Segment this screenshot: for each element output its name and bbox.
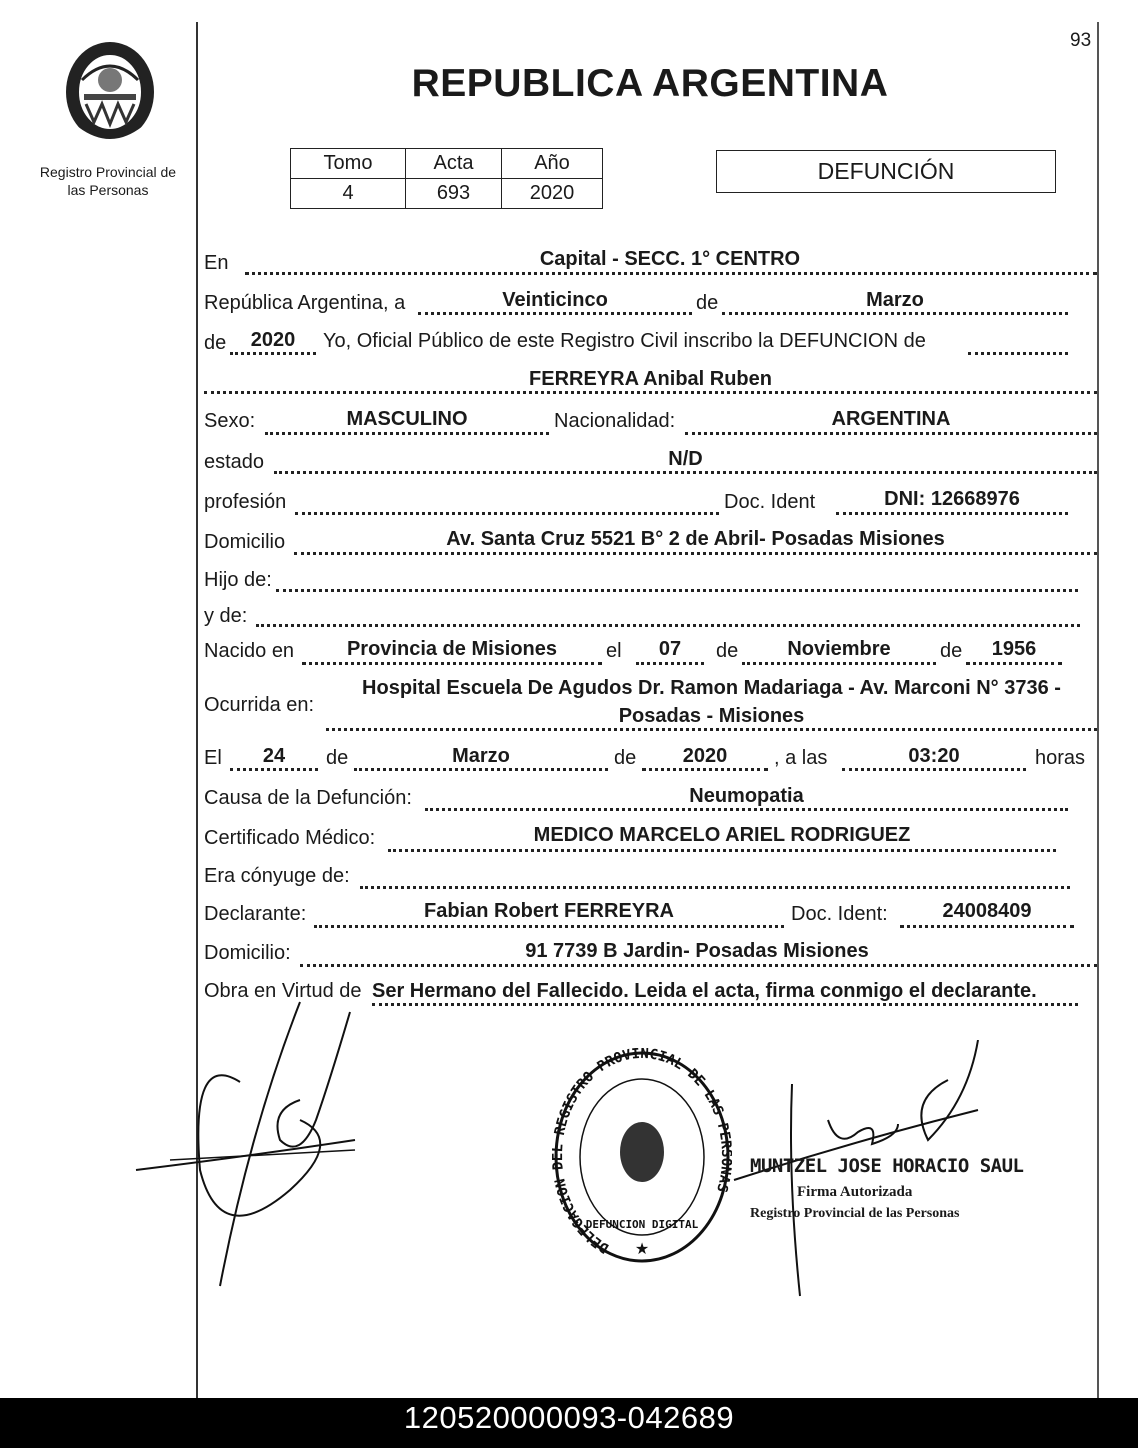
value-acta: 693 <box>406 179 502 209</box>
label-de-2: de <box>204 332 227 354</box>
value-nacionalidad: ARGENTINA <box>831 408 951 430</box>
label-de: de <box>696 292 719 314</box>
value-anio: 2020 <box>250 329 296 351</box>
dotted-line <box>685 432 1097 435</box>
label-doc-ident-2: Doc. Ident: <box>791 903 888 925</box>
official-role: Firma Autorizada <box>797 1184 913 1200</box>
dotted-line <box>360 886 1070 889</box>
value-fallec-dia: 24 <box>262 745 286 767</box>
value-fallec-anio: 2020 <box>682 745 728 767</box>
header-acta: Acta <box>406 149 502 179</box>
label-estado: estado <box>204 451 265 473</box>
label-domicilio-2: Domicilio: <box>204 942 291 964</box>
label-sexo: Sexo: <box>204 410 256 432</box>
page-number: 93 <box>1070 30 1092 51</box>
value-anio: 2020 <box>502 179 603 209</box>
value-estado: N/D <box>668 448 703 470</box>
dotted-line <box>968 352 1068 355</box>
dotted-line <box>418 312 692 315</box>
dotted-line <box>274 471 1097 474</box>
dotted-line <box>295 512 719 515</box>
value-nacido-anio: 1956 <box>991 638 1037 660</box>
label-de-3: de <box>716 640 739 662</box>
svg-text:★: ★ <box>634 1241 650 1258</box>
value-nombre: FERREYRA Anibal Ruben <box>529 368 772 390</box>
dotted-line <box>294 552 1097 555</box>
value-dia: Veinticinco <box>502 289 608 311</box>
dotted-line <box>836 512 1068 515</box>
dotted-line <box>326 728 1097 731</box>
label-yo-oficial: Yo, Oficial Público de este Registro Civil inscribo la DEFUNCION de <box>323 330 926 352</box>
dotted-line <box>265 432 549 435</box>
registry-line-2: las Personas <box>67 182 149 198</box>
label-doc-ident: Doc. Ident <box>724 491 816 513</box>
value-mes: Marzo <box>866 289 924 311</box>
label-nacionalidad: Nacionalidad: <box>554 410 676 432</box>
registry-line-1: Registro Provincial de <box>39 164 177 180</box>
dotted-line <box>842 768 1026 771</box>
value-nacido-mes: Noviembre <box>787 638 891 660</box>
dotted-line <box>722 312 1068 315</box>
value-sexo: MASCULINO <box>346 408 468 430</box>
dotted-line <box>256 624 1080 627</box>
label-conyuge: Era cónyuge de: <box>204 865 350 887</box>
value-nacido-lugar: Provincia de Misiones <box>346 638 558 660</box>
label-ocurrida-en: Ocurrida en: <box>204 694 315 716</box>
dotted-line <box>314 925 784 928</box>
dotted-line <box>204 391 1097 394</box>
dotted-line <box>372 1003 1078 1006</box>
dotted-line <box>230 768 318 771</box>
value-fallec-mes: Marzo <box>452 745 510 767</box>
label-nacido-en: Nacido en <box>204 640 295 662</box>
label-el: el <box>606 640 622 662</box>
label-el-cap: El <box>204 747 222 769</box>
dotted-line <box>300 964 1097 967</box>
label-hijo-de: Hijo de: <box>204 569 272 591</box>
label-a-las: , a las <box>774 747 828 769</box>
value-doc-ident: DNI: 12668976 <box>884 488 1020 510</box>
official-name: MUNTZEL JOSE HORACIO SAUL <box>750 1155 1024 1177</box>
label-de-6: de <box>614 747 637 769</box>
value-nacido-dia: 07 <box>658 638 682 660</box>
value-declarante-domicilio: 91 7739 B Jardin- Posadas Misiones <box>525 940 869 962</box>
barcode-number: 120520000093-042689 <box>403 1400 735 1435</box>
dotted-line <box>230 352 316 355</box>
dotted-line <box>642 768 768 771</box>
dotted-line <box>900 925 1074 928</box>
dotted-line <box>302 662 602 665</box>
dotted-line <box>742 662 936 665</box>
value-causa: Neumopatia <box>689 785 804 807</box>
label-de-4: de <box>940 640 963 662</box>
record-type-box: DEFUNCIÓN <box>716 150 1056 193</box>
value-tomo: 4 <box>291 179 406 209</box>
value-domicilio: Av. Santa Cruz 5521 B° 2 de Abril- Posadas Misiones <box>446 528 945 550</box>
svg-text:DELEGACION DEL REGISTRO PROVIN: DELEGACION REGISTRO PROVINCIAL DE LAS PE NAS <box>552 1048 732 1257</box>
dotted-line <box>425 808 1068 811</box>
value-fallec-hora: 03:20 <box>908 745 960 767</box>
right-margin-line <box>1097 22 1099 1398</box>
value-certificado: MEDICO MARCELO ARIEL RODRIGUEZ <box>533 824 911 846</box>
svg-text:DEFUNCION DIGITAL: DEFUNCION DIGITAL <box>585 1218 699 1231</box>
value-declarante: Fabian Robert FERREYRA <box>423 900 675 922</box>
provincial-seal-icon <box>58 32 162 150</box>
record-table <box>290 148 603 209</box>
label-y-de: y de: <box>204 605 248 627</box>
value-declarante-doc: 24008409 <box>942 900 1032 922</box>
dotted-line <box>276 589 1078 592</box>
value-ocurrida-line2: Posadas - Misiones <box>618 705 805 727</box>
header-anio: Año <box>502 149 603 179</box>
label-causa: Causa de la Defunción: <box>204 787 412 809</box>
value-obra: Ser Hermano del Fallecido. Leida el acta, firma conmigo el declarante. <box>372 980 1037 1002</box>
label-en: En <box>204 252 229 274</box>
dotted-line <box>354 768 608 771</box>
dotted-line <box>388 849 1056 852</box>
dotted-line <box>966 662 1062 665</box>
official-round-stamp <box>552 1048 732 1266</box>
dotted-line <box>245 272 1097 275</box>
value-lugar: Capital - SECC. 1° CENTRO <box>539 248 801 270</box>
dotted-line <box>636 662 704 665</box>
label-profesion: profesión <box>204 491 287 513</box>
value-ocurrida-line1: Hospital Escuela De Agudos Dr. Ramon Madariaga - Av. Marconi N° 3736 - <box>362 677 1061 699</box>
label-horas: horas <box>1035 747 1086 769</box>
registry-caption <box>28 163 188 199</box>
label-certificado: Certificado Médico: <box>204 827 376 849</box>
label-declarante: Declarante: <box>204 903 307 925</box>
official-registry: Registro Provincial de las Personas <box>750 1206 960 1221</box>
page-title: REPUBLICA ARGENTINA <box>411 62 889 105</box>
label-de-5: de <box>326 747 349 769</box>
label-domicilio: Domicilio <box>204 531 286 553</box>
label-obra-en: Obra en Virtud de <box>204 980 362 1002</box>
label-republica: República Argentina, a <box>204 292 406 314</box>
header-tomo: Tomo <box>291 149 406 179</box>
